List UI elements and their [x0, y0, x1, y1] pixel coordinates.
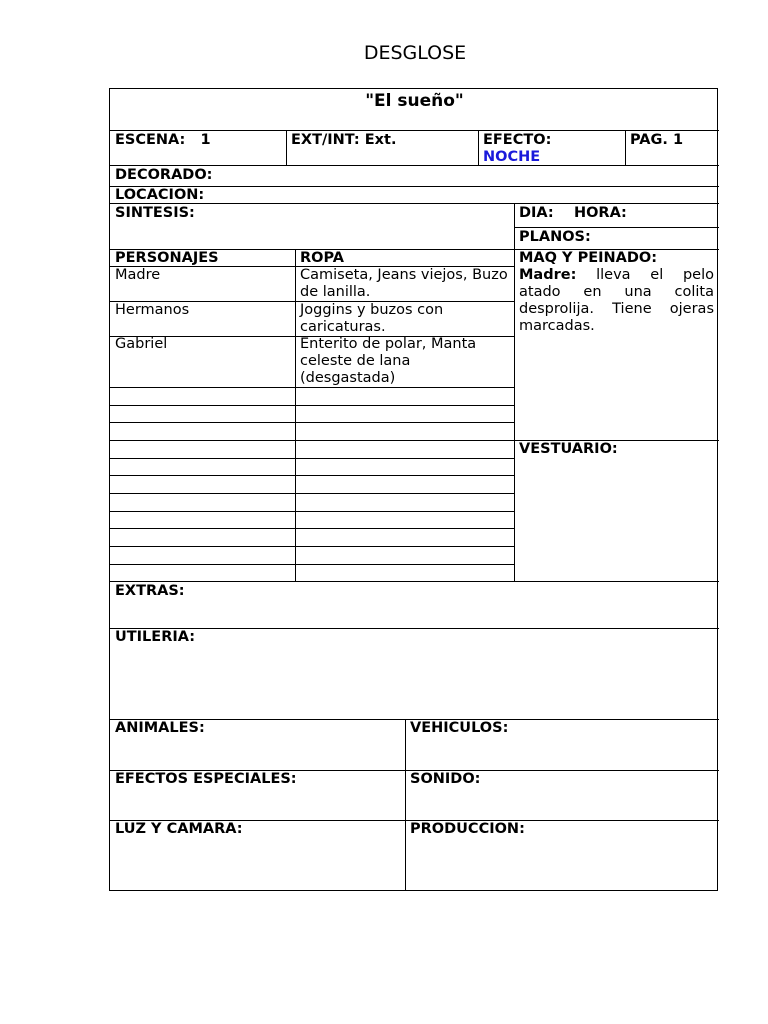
utileria-label: UTILERIA:: [115, 629, 196, 645]
efectos-especiales-label: EFECTOS ESPECIALES:: [115, 771, 297, 787]
rule: [110, 511, 515, 512]
extint-label: EXT/INT:: [291, 132, 360, 148]
ropa-cell: Joggins y buzos con caricaturas.: [300, 302, 444, 335]
animales-label: ANIMALES:: [115, 720, 205, 736]
sonido-label: SONIDO:: [410, 771, 481, 787]
rule: [515, 227, 719, 228]
dia-label: DIA:: [519, 205, 554, 221]
rule: [110, 458, 515, 459]
rule: [110, 546, 515, 547]
document-heading: DESGLOSE: [363, 42, 467, 64]
efecto-label: EFECTO:: [483, 132, 552, 148]
pag-label: PAG.: [630, 132, 668, 148]
rule: [110, 581, 719, 582]
rule: [110, 130, 719, 131]
ropa-cell: Camiseta, Jeans viejos, Buzo de lanilla.: [300, 267, 508, 300]
rule: [110, 528, 515, 529]
maquillaje-who: Madre:: [519, 267, 577, 283]
rule: [110, 475, 515, 476]
rule: [110, 628, 719, 629]
personaje-cell: Madre: [115, 267, 161, 283]
rule: [110, 203, 719, 204]
locacion-label: LOCACION:: [115, 187, 205, 203]
luz-camara-label: LUZ Y CAMARA:: [115, 821, 243, 837]
planos-label: PLANOS:: [519, 229, 591, 245]
maquillaje-text: lleva el pelo atado en una colita desprolija. Tiene ojeras marcadas.: [519, 267, 715, 334]
hora-label: HORA:: [573, 205, 627, 221]
extint-field: [291, 132, 396, 148]
rule: [110, 405, 515, 406]
extint-value: Ext.: [364, 132, 397, 148]
escena-value: 1: [200, 132, 211, 148]
decorado-label: DECORADO:: [115, 167, 213, 183]
maq-peinado-label: MAQ Y PEINADO:: [519, 250, 658, 266]
dia-hora-field: [519, 205, 627, 221]
pag-field: [630, 132, 683, 148]
rule: [110, 493, 515, 494]
rule: [110, 387, 515, 388]
efecto-value: NOCHE: [483, 149, 541, 165]
rule: [625, 130, 626, 165]
scene-title: "El sueño": [365, 91, 464, 111]
produccion-label: PRODUCCION:: [410, 821, 525, 837]
personaje-cell: Gabriel: [115, 336, 168, 352]
sintesis-label: SINTESIS:: [115, 205, 195, 221]
rule: [295, 249, 296, 581]
rule: [110, 440, 719, 441]
escena-field: [115, 132, 211, 148]
rule: [110, 564, 515, 565]
rule: [405, 719, 406, 891]
rule: [478, 130, 479, 165]
rule: [286, 130, 287, 165]
pag-value: 1: [673, 132, 684, 148]
escena-label: ESCENA:: [115, 132, 186, 148]
ropa-cell: Enterito de polar, Manta celeste de lana (desgastada): [300, 336, 477, 386]
personaje-cell: Hermanos: [115, 302, 190, 318]
vestuario-label: VESTUARIO:: [519, 441, 618, 457]
ropa-header: ROPA: [300, 250, 345, 266]
personajes-header: PERSONAJES: [115, 250, 219, 266]
rule: [110, 165, 719, 166]
breakdown-sheet: [109, 88, 718, 891]
maquillaje-note: [519, 267, 714, 335]
vehiculos-label: VEHICULOS:: [410, 720, 509, 736]
rule: [514, 203, 515, 581]
extras-label: EXTRAS:: [115, 583, 185, 599]
rule: [110, 422, 515, 423]
